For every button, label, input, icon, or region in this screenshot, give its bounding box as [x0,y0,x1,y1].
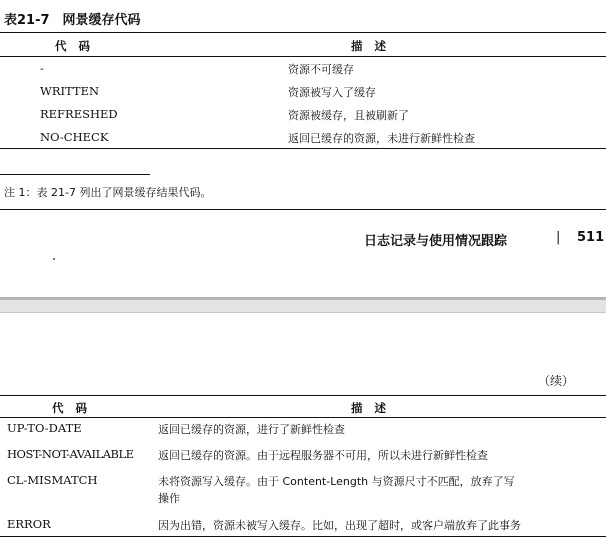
footnote: 注 1：表 21-7 列出了网景缓存结果代码。 [4,186,212,199]
running-footer-title: 日志记录与使用情况跟踪 [364,234,508,249]
column-header-code: 代码 [55,39,102,53]
table-row-code: ERROR [7,517,51,531]
table-row-description: 未将资源写入缓存。由于 Content-Length 与资源尺寸不匹配，放弃了写 [158,475,515,488]
continued-label: （续） [538,374,575,388]
table-bottom-rule [0,148,606,149]
page-number: 511 [577,230,605,245]
table-row-code: CL-MISMATCH [7,473,98,487]
table-top-rule [0,32,606,33]
table-row-description-continued: 操作 [158,492,180,505]
column-header-code: 代码 [52,401,99,415]
table-row-description: 资源被缓存，且被刷新了 [288,109,409,122]
header-rule [0,417,606,418]
page-gap [0,297,606,313]
table-row-code: REFRESHED [40,107,118,121]
footnote-rule [0,209,606,210]
table-row-code: - [40,61,44,75]
table-row-code: UP-TO-DATE [7,421,82,435]
header-rule [0,56,606,57]
footnote-separator [0,174,150,175]
scan-speck [53,258,55,260]
footer-separator: | [556,230,561,245]
table-title: 表21-7 网景缓存代码 [4,13,141,28]
column-header-description: 描述 [351,39,398,53]
table-bottom-rule [0,536,606,537]
table-row-description: 资源被写入了缓存 [288,86,376,99]
table-row-description: 返回已缓存的资源，进行了新鲜性检查 [158,423,345,436]
table-row-description: 返回已缓存的资源。由于远程服务器不可用，所以未进行新鲜性检查 [158,449,488,462]
table-row-code: HOST-NOT-AVAILABLE [7,447,134,461]
table-row-description: 返回已缓存的资源，未进行新鲜性检查 [288,132,475,145]
table-top-rule-continued [0,395,606,396]
table-row-description: 资源不可缓存 [288,63,354,76]
table-row-code: WRITTEN [40,84,100,98]
column-header-description: 描述 [351,401,398,415]
table-row-description: 因为出错，资源未被写入缓存。比如，出现了超时，或客户端放弃了此事务 [158,519,521,532]
table-row-code: NO-CHECK [40,130,109,144]
